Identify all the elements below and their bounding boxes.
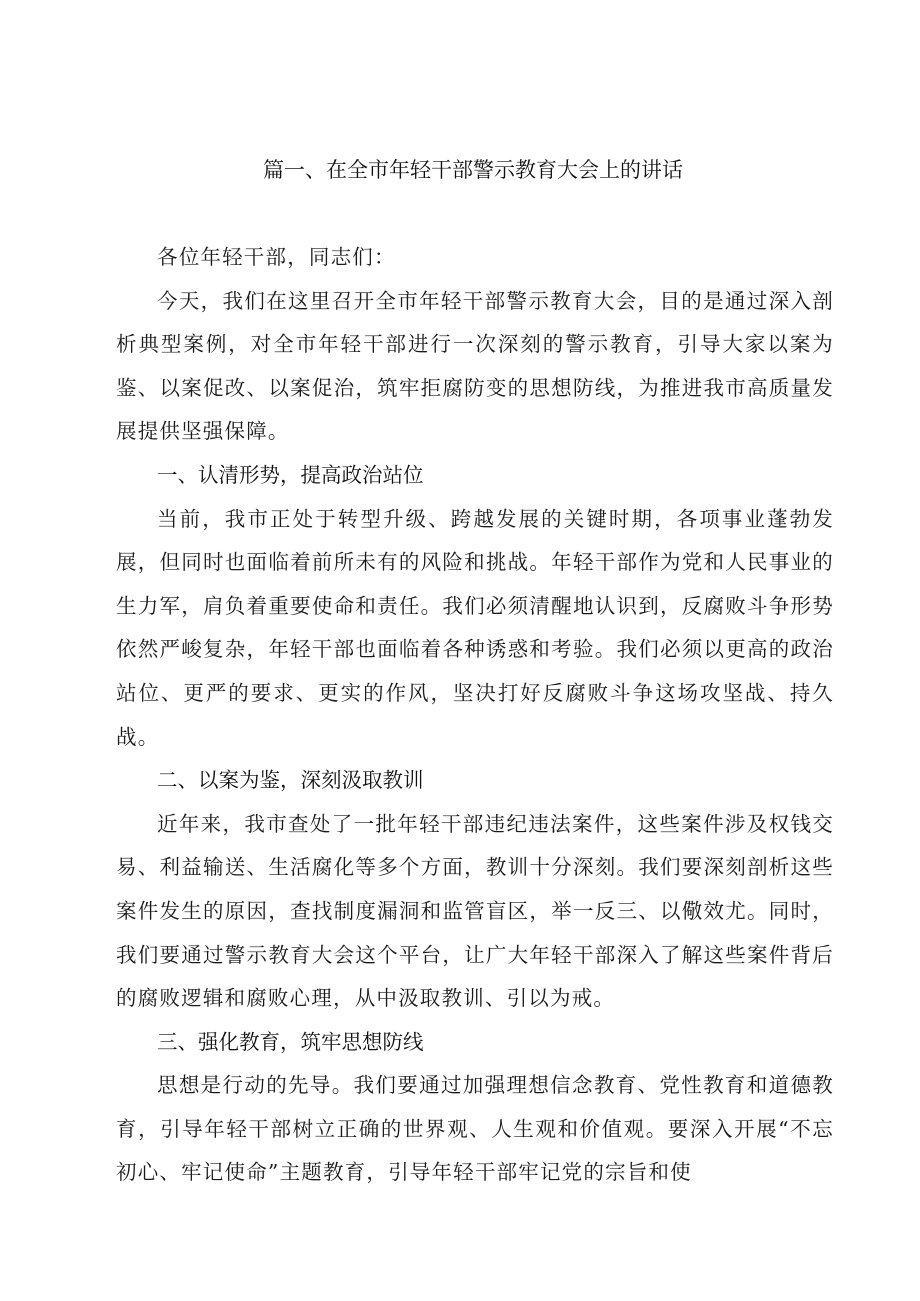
section-heading-2: 二、以案为鉴，深刻汲取教训 (157, 768, 424, 793)
document-body (116, 236, 834, 1195)
greeting: 各位年轻干部，同志们： (157, 245, 396, 269)
section-paragraph-1: 当前，我市正处于转型升级、跨越发展的关键时期，各项事业蓬勃发展，但同时也面临着前所未有的风险和挑战。年轻干部作为党和人民事业的生力军，肩负着重要使命和责任。我们必须清醒地认识到，反腐败斗争形势依然严峻复杂，年轻干部也面临着各种诱惑和考验。我们必须以更高的政治站位、更严的要求、更实的作风，坚决打好反腐败斗争这场攻坚战、持久战。 (116, 506, 834, 749)
intro-paragraph: 今天，我们在这里召开全市年轻干部警示教育大会，目的是通过深入剖析典型案例，对全市年轻干部进行一次深刻的警示教育，引导大家以案为鉴、以案促改、以案促治，筑牢拒腐防变的思想防线，为推进我市高质量发展提供坚强保障。 (116, 288, 834, 444)
section-heading-3: 三、强化教育，筑牢思想防线 (157, 1029, 424, 1054)
section-heading-1: 一、认清形势，提高政治站位 (157, 462, 424, 487)
section-paragraph-3: 思想是行动的先导。我们要通过加强理想信念教育、党性教育和道德教育，引导年轻干部树立正确的世界观、人生观和价值观。要深入开展“不忘初心、牢记使命”主题教育，引导年轻干部牢记党的宗旨和使 (116, 1073, 834, 1185)
section-paragraph-2: 近年来，我市查处了一批年轻干部违纪违法案件，这些案件涉及权钱交易、利益输送、生活腐化等多个方面，教训十分深刻。我们要深刻剖析这些案件发生的原因，查找制度漏洞和监管盲区，举一反三、以儆效尤。同时，我们要通过警示教育大会这个平台，让广大年轻干部深入了解这些案件背后的腐败逻辑和腐败心理，从中汲取教训、引以为戒。 (116, 811, 834, 1011)
document-title: 篇一、在全市年轻干部警示教育大会上的讲话 (263, 158, 683, 182)
